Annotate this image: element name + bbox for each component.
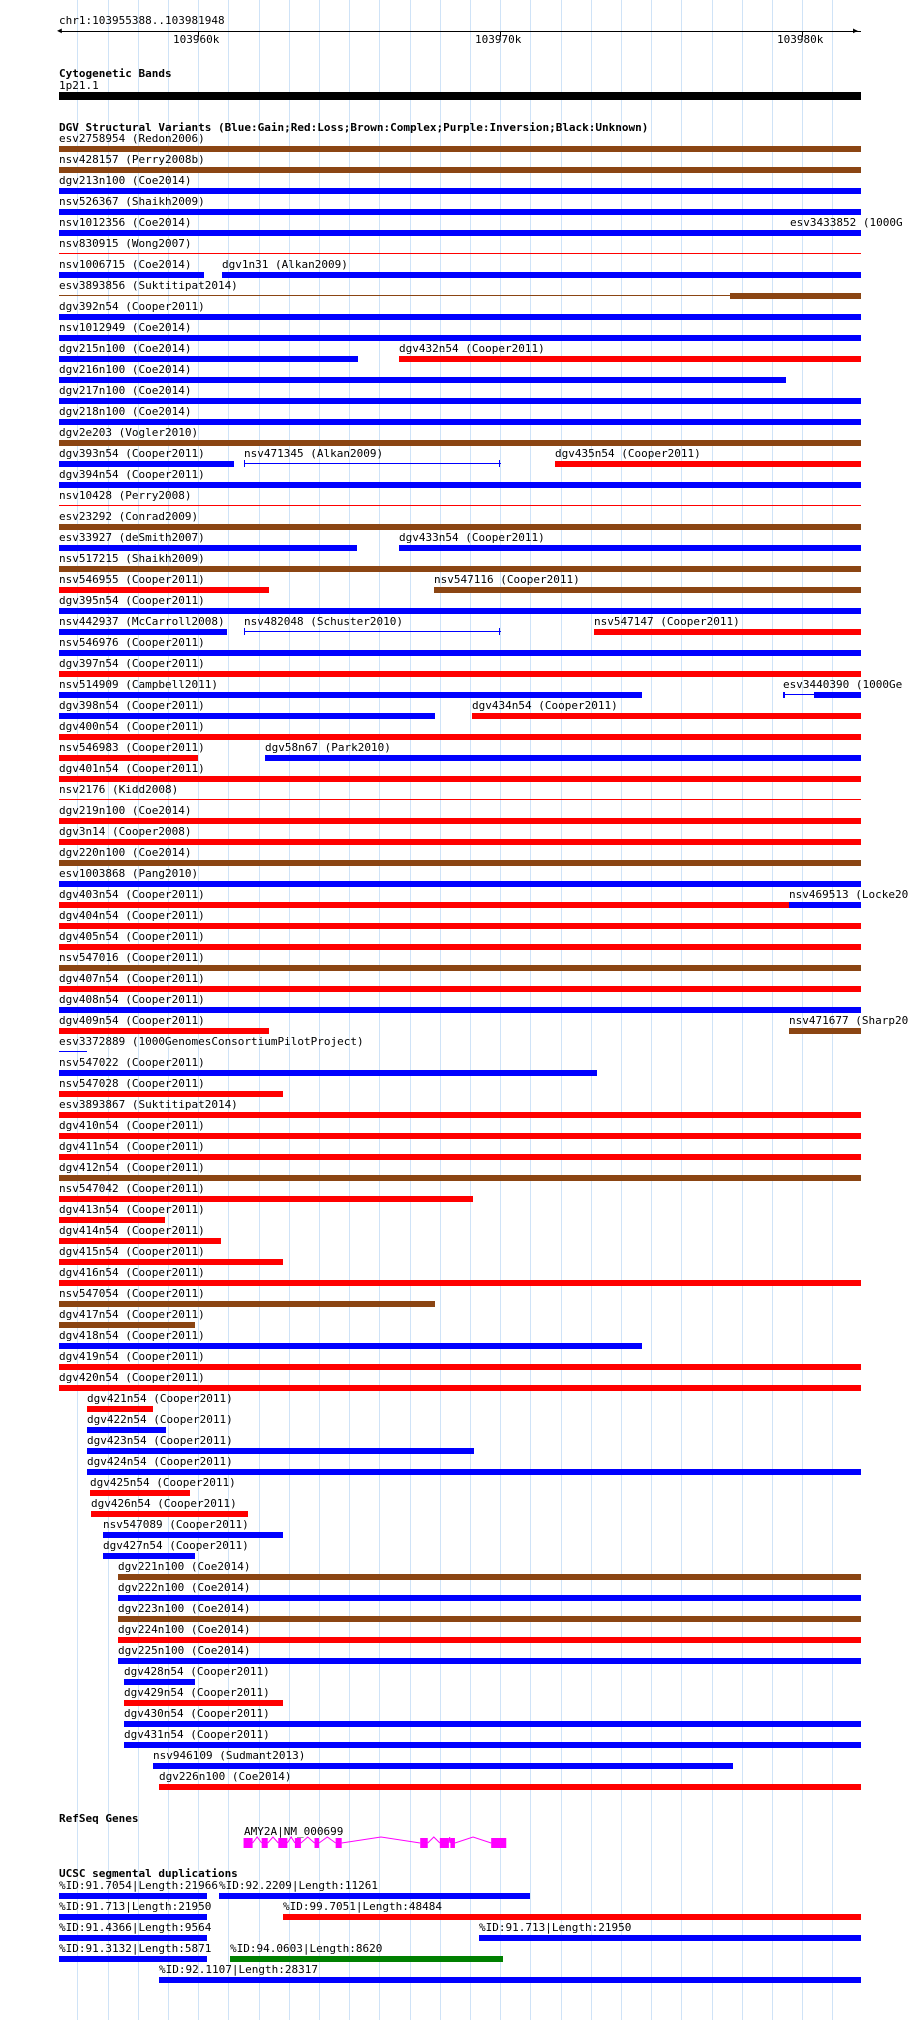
dgv-feature-bar[interactable] [59, 1280, 861, 1286]
dgv-feature-bar[interactable] [87, 1406, 153, 1412]
dgv-feature-bar[interactable] [153, 1763, 733, 1769]
dgv-feature-bar[interactable] [789, 902, 861, 908]
dgv-feature-label[interactable]: esv3433852 (1000G [790, 216, 903, 229]
dgv-feature-label[interactable]: dgv398n54 (Cooper2011) [59, 699, 205, 712]
dgv-feature-bar[interactable] [59, 881, 861, 887]
dgv-feature-label[interactable]: dgv222n100 (Coe2014) [118, 1581, 251, 1594]
gene-exon[interactable] [315, 1838, 320, 1848]
segdup-feature-bar[interactable] [59, 1935, 207, 1941]
dgv-feature-bar[interactable] [59, 545, 357, 551]
dgv-feature-label[interactable]: dgv58n67 (Park2010) [265, 741, 391, 754]
gene-exon[interactable] [295, 1838, 301, 1848]
dgv-feature-label[interactable]: dgv393n54 (Cooper2011) [59, 447, 205, 460]
dgv-feature-label[interactable]: dgv432n54 (Cooper2011) [399, 342, 545, 355]
refseq-track-title: RefSeq Genes [59, 1812, 139, 1825]
dgv-feature-bar[interactable] [59, 230, 861, 236]
dgv-feature-bar[interactable] [399, 545, 861, 551]
dgv-feature-label[interactable]: nsv482048 (Schuster2010) [244, 615, 403, 628]
dgv-feature-bar[interactable] [59, 629, 227, 635]
dgv-feature-bar[interactable] [59, 1196, 473, 1202]
gene-intron [287, 1837, 295, 1843]
dgv-feature-label[interactable]: dgv421n54 (Cooper2011) [87, 1392, 233, 1405]
dgv-feature-label[interactable]: dgv417n54 (Cooper2011) [59, 1308, 205, 1321]
dgv-feature-bar[interactable] [59, 1364, 861, 1370]
dgv-feature-label[interactable]: dgv2e203 (Vogler2010) [59, 426, 199, 439]
dgv-feature-label[interactable]: dgv434n54 (Cooper2011) [472, 699, 618, 712]
dgv-feature-label[interactable]: dgv1n31 (Alkan2009) [222, 258, 348, 271]
dgv-feature-label[interactable]: nsv442937 (McCarroll2008) [59, 615, 225, 628]
dgv-feature-bar[interactable] [59, 1343, 642, 1349]
dgv-feature-bar[interactable] [820, 230, 861, 236]
dgv-feature-label[interactable]: dgv412n54 (Cooper2011) [59, 1161, 205, 1174]
dgv-feature-label[interactable]: nsv469513 (Locke20 [789, 888, 908, 901]
dgv-feature-label[interactable]: dgv215n100 (Coe2014) [59, 342, 192, 355]
dgv-feature-label[interactable]: dgv217n100 (Coe2014) [59, 384, 192, 397]
dgv-feature-label[interactable]: nsv1012949 (Coe2014) [59, 321, 192, 334]
dgv-feature-bar[interactable] [59, 1028, 269, 1034]
dgv-feature-bar[interactable] [244, 463, 501, 464]
dgv-feature-label[interactable]: esv1003868 (Pang2010) [59, 867, 199, 880]
segdup-feature-bar[interactable] [159, 1977, 861, 1983]
dgv-feature-label[interactable]: dgv414n54 (Cooper2011) [59, 1224, 205, 1237]
dgv-feature-cap [499, 628, 500, 635]
dgv-feature-bar[interactable] [59, 461, 234, 467]
dgv-feature-label[interactable]: nsv547016 (Cooper2011) [59, 951, 205, 964]
dgv-feature-label[interactable]: esv2758954 (Redon2006) [59, 132, 205, 145]
gene-exon[interactable] [262, 1838, 268, 1848]
dgv-feature-bar[interactable] [59, 692, 642, 698]
dgv-feature-bar[interactable] [789, 1028, 861, 1034]
dgv-feature-bar[interactable] [59, 419, 861, 425]
dgv-feature-bar[interactable] [265, 755, 861, 761]
dgv-feature-label[interactable]: dgv422n54 (Cooper2011) [87, 1413, 233, 1426]
dgv-feature-label[interactable]: dgv413n54 (Cooper2011) [59, 1203, 205, 1216]
cytoband-track-title: Cytogenetic Bands [59, 67, 172, 80]
dgv-feature-label[interactable]: nsv547054 (Cooper2011) [59, 1287, 205, 1300]
dgv-feature-bar[interactable] [103, 1532, 283, 1538]
dgv-feature-bar[interactable] [59, 188, 861, 194]
dgv-feature-label[interactable]: nsv471345 (Alkan2009) [244, 447, 384, 460]
dgv-feature-bar[interactable] [59, 272, 204, 278]
dgv-feature-label[interactable]: dgv411n54 (Cooper2011) [59, 1140, 205, 1153]
gene-intron [301, 1837, 315, 1843]
dgv-feature-label[interactable]: dgv418n54 (Cooper2011) [59, 1329, 205, 1342]
dgv-feature-bar[interactable] [59, 253, 861, 254]
dgv-feature-bar[interactable] [91, 1511, 248, 1517]
gene-intron [268, 1837, 279, 1843]
dgv-feature-label[interactable]: nsv10428 (Perry2008) [59, 489, 192, 502]
gene-intron [428, 1837, 440, 1843]
ruler-axis [59, 31, 861, 32]
dgv-feature-bar[interactable] [244, 631, 501, 632]
dgv-feature-bar[interactable] [59, 1133, 861, 1139]
dgv-feature-label[interactable]: nsv514909 (Campbell2011) [59, 678, 218, 691]
dgv-feature-label[interactable]: dgv216n100 (Coe2014) [59, 363, 192, 376]
dgv-feature-bar[interactable] [59, 1154, 861, 1160]
segdup-feature-label[interactable]: %ID:92.1107|Length:28317 [159, 1963, 318, 1976]
dgv-feature-label[interactable]: dgv425n54 (Cooper2011) [90, 1476, 236, 1489]
dgv-feature-label[interactable]: esv3372889 (1000GenomesConsortiumPilotProject) [59, 1035, 364, 1048]
dgv-feature-bar[interactable] [59, 965, 861, 971]
dgv-feature-cap [244, 460, 245, 467]
dgv-feature-label[interactable]: dgv401n54 (Cooper2011) [59, 762, 205, 775]
dgv-feature-bar[interactable] [59, 1259, 283, 1265]
dgv-feature-label[interactable]: nsv547022 (Cooper2011) [59, 1056, 205, 1069]
dgv-feature-bar[interactable] [87, 1427, 166, 1433]
gene-exon[interactable] [440, 1838, 449, 1848]
gene-exon[interactable] [278, 1838, 287, 1848]
dgv-feature-bar[interactable] [124, 1679, 195, 1685]
gene-exon[interactable] [420, 1838, 428, 1848]
dgv-feature-bar[interactable] [399, 356, 861, 362]
gene-model[interactable] [0, 1835, 890, 1855]
dgv-feature-label[interactable]: dgv213n100 (Coe2014) [59, 174, 192, 187]
dgv-feature-label[interactable]: dgv428n54 (Cooper2011) [124, 1665, 270, 1678]
dgv-feature-label[interactable]: dgv219n100 (Coe2014) [59, 804, 192, 817]
dgv-feature-bar[interactable] [87, 1469, 861, 1475]
dgv-feature-bar[interactable] [59, 1238, 221, 1244]
dgv-feature-bar[interactable] [124, 1742, 861, 1748]
dgv-feature-label[interactable]: dgv409n54 (Cooper2011) [59, 1014, 205, 1027]
dgv-feature-bar[interactable] [59, 1007, 861, 1013]
segdup-feature-bar[interactable] [479, 1935, 861, 1941]
dgv-feature-label[interactable]: dgv403n54 (Cooper2011) [59, 888, 205, 901]
dgv-feature-bar[interactable] [59, 818, 861, 824]
dgv-feature-bar[interactable] [59, 776, 861, 782]
cytoband-bar[interactable] [59, 92, 861, 100]
segdup-feature-label[interactable]: %ID:91.713|Length:21950 [59, 1900, 212, 1913]
gene-exon[interactable] [244, 1838, 253, 1848]
dgv-feature-label[interactable]: esv3893856 (Suktitipat2014) [59, 279, 238, 292]
dgv-feature-label[interactable]: dgv392n54 (Cooper2011) [59, 300, 205, 313]
dgv-feature-label[interactable]: dgv410n54 (Cooper2011) [59, 1119, 205, 1132]
dgv-feature-label[interactable]: nsv517215 (Shaikh2009) [59, 552, 205, 565]
segdup-track-title: UCSC segmental duplications [59, 1867, 238, 1880]
dgv-feature-label[interactable]: dgv416n54 (Cooper2011) [59, 1266, 205, 1279]
dgv-feature-bar[interactable] [59, 146, 861, 152]
segdup-feature-label[interactable]: %ID:92.2209|Length:11261 [219, 1879, 378, 1892]
cytoband-label: 1p21.1 [59, 79, 99, 92]
dgv-feature-bar[interactable] [730, 293, 861, 299]
dgv-feature-label[interactable]: dgv226n100 (Coe2014) [159, 1770, 292, 1783]
dgv-feature-label[interactable]: dgv433n54 (Cooper2011) [399, 531, 545, 544]
dgv-feature-bar[interactable] [59, 734, 861, 740]
ruler-tick-label: 103980k [777, 33, 824, 46]
dgv-feature-bar[interactable] [59, 1385, 861, 1391]
dgv-feature-label[interactable]: dgv426n54 (Cooper2011) [91, 1497, 237, 1510]
dgv-feature-label[interactable]: nsv471677 (Sharp20 [789, 1014, 908, 1027]
dgv-feature-bar[interactable] [783, 692, 785, 698]
ruler-position-label: chr1:103955388..103981948 [59, 14, 225, 27]
dgv-feature-bar[interactable] [59, 839, 861, 845]
dgv-feature-bar[interactable] [59, 755, 198, 761]
dgv-feature-label[interactable]: dgv397n54 (Cooper2011) [59, 657, 205, 670]
segdup-feature-label[interactable]: %ID:94.0603|Length:8620 [230, 1942, 383, 1955]
dgv-feature-bar[interactable] [124, 1700, 283, 1706]
dgv-feature-label[interactable]: dgv224n100 (Coe2014) [118, 1623, 251, 1636]
dgv-feature-bar[interactable] [59, 1175, 861, 1181]
dgv-feature-label[interactable]: dgv225n100 (Coe2014) [118, 1644, 251, 1657]
dgv-feature-label[interactable]: dgv427n54 (Cooper2011) [103, 1539, 249, 1552]
dgv-feature-bar[interactable] [118, 1616, 861, 1622]
dgv-feature-bar[interactable] [59, 944, 861, 950]
dgv-feature-bar[interactable] [59, 1070, 597, 1076]
dgv-feature-bar[interactable] [59, 1322, 195, 1328]
gene-intron [342, 1837, 421, 1843]
dgv-feature-label[interactable]: nsv546983 (Cooper2011) [59, 741, 205, 754]
dgv-feature-label[interactable]: nsv547147 (Cooper2011) [594, 615, 740, 628]
gene-exon[interactable] [450, 1838, 455, 1848]
dgv-feature-label[interactable]: dgv394n54 (Cooper2011) [59, 468, 205, 481]
dgv-feature-label[interactable]: nsv830915 (Wong2007) [59, 237, 192, 250]
segdup-feature-bar[interactable] [59, 1893, 207, 1899]
ruler-tick-label: 103970k [475, 33, 522, 46]
dgv-feature-bar[interactable] [118, 1574, 861, 1580]
dgv-feature-label[interactable]: dgv420n54 (Cooper2011) [59, 1371, 205, 1384]
dgv-feature-bar[interactable] [59, 398, 861, 404]
dgv-feature-label[interactable]: nsv428157 (Perry2008b) [59, 153, 205, 166]
segdup-feature-bar[interactable] [283, 1914, 861, 1920]
dgv-feature-bar[interactable] [59, 860, 861, 866]
dgv-feature-gap-line [792, 232, 821, 233]
dgv-feature-bar[interactable] [59, 524, 861, 530]
dgv-feature-bar[interactable] [59, 902, 861, 908]
dgv-feature-bar[interactable] [59, 799, 861, 800]
gene-intron [253, 1837, 262, 1843]
dgv-feature-bar[interactable] [59, 650, 861, 656]
dgv-feature-bar[interactable] [59, 167, 861, 173]
gene-intron [455, 1837, 491, 1843]
dgv-feature-label[interactable]: esv3893867 (Suktitipat2014) [59, 1098, 238, 1111]
dgv-feature-bar[interactable] [59, 608, 861, 614]
dgv-feature-label[interactable]: nsv547042 (Cooper2011) [59, 1182, 205, 1195]
dgv-feature-bar[interactable] [59, 505, 861, 506]
gene-intron [449, 1837, 451, 1843]
dgv-feature-bar[interactable] [814, 692, 861, 698]
dgv-feature-bar[interactable] [87, 1448, 474, 1454]
dgv-feature-label[interactable]: nsv946109 (Sudmant2013) [153, 1749, 306, 1762]
dgv-feature-label[interactable]: dgv395n54 (Cooper2011) [59, 594, 205, 607]
dgv-feature-bar[interactable] [159, 1784, 861, 1790]
dgv-feature-bar[interactable] [434, 587, 861, 593]
dgv-feature-label[interactable]: dgv429n54 (Cooper2011) [124, 1686, 270, 1699]
dgv-feature-bar[interactable] [59, 566, 861, 572]
dgv-feature-bar[interactable] [555, 461, 861, 467]
dgv-feature-bar[interactable] [59, 209, 861, 215]
dgv-feature-label[interactable]: dgv424n54 (Cooper2011) [87, 1455, 233, 1468]
dgv-feature-label[interactable]: dgv431n54 (Cooper2011) [124, 1728, 270, 1741]
ruler-left-arrow-icon: ◀ [57, 26, 62, 35]
dgv-feature-bar[interactable] [472, 713, 861, 719]
dgv-feature-bar[interactable] [59, 314, 861, 320]
dgv-feature-bar[interactable] [59, 713, 435, 719]
dgv-feature-bar[interactable] [59, 1091, 283, 1097]
dgv-feature-bar[interactable] [118, 1637, 861, 1643]
dgv-feature-bar[interactable] [59, 335, 861, 341]
dgv-feature-label[interactable]: dgv430n54 (Cooper2011) [124, 1707, 270, 1720]
dgv-feature-bar[interactable] [90, 1490, 190, 1496]
dgv-feature-label[interactable]: dgv408n54 (Cooper2011) [59, 993, 205, 1006]
dgv-feature-label[interactable]: nsv2176 (Kidd2008) [59, 783, 179, 796]
dgv-feature-bar[interactable] [59, 923, 861, 929]
dgv-feature-bar[interactable] [59, 1051, 87, 1052]
dgv-feature-label[interactable]: dgv223n100 (Coe2014) [118, 1602, 251, 1615]
dgv-feature-bar[interactable] [118, 1595, 861, 1601]
segdup-feature-label[interactable]: %ID:91.4366|Length:9564 [59, 1921, 212, 1934]
dgv-feature-label[interactable]: dgv405n54 (Cooper2011) [59, 930, 205, 943]
dgv-feature-label[interactable]: dgv423n54 (Cooper2011) [87, 1434, 233, 1447]
gene-exon[interactable] [491, 1838, 506, 1848]
gene-exon[interactable] [336, 1838, 342, 1848]
segdup-feature-bar[interactable] [59, 1914, 207, 1920]
dgv-feature-bar[interactable] [59, 1217, 165, 1223]
dgv-feature-bar[interactable] [124, 1721, 861, 1727]
dgv-feature-bar[interactable] [118, 1658, 861, 1664]
dgv-feature-bar[interactable] [59, 1112, 861, 1118]
segdup-feature-bar[interactable] [230, 1956, 503, 1962]
dgv-feature-label[interactable]: nsv1012356 (Coe2014) [59, 216, 192, 229]
dgv-feature-bar[interactable] [59, 587, 269, 593]
dgv-feature-label[interactable]: esv33927 (deSmith2007) [59, 531, 205, 544]
ruler-right-arrow-icon: ▶ [853, 26, 858, 35]
dgv-feature-label[interactable]: esv3440390 (1000Ge [783, 678, 903, 691]
dgv-feature-bar[interactable] [59, 482, 861, 488]
dgv-feature-label[interactable]: nsv547028 (Cooper2011) [59, 1077, 205, 1090]
segdup-feature-label[interactable]: %ID:91.7054|Length:21966 [59, 1879, 218, 1892]
dgv-feature-label[interactable]: nsv547089 (Cooper2011) [103, 1518, 249, 1531]
dgv-feature-bar[interactable] [59, 440, 861, 446]
dgv-feature-bar[interactable] [222, 272, 861, 278]
dgv-feature-label[interactable]: dgv3n14 (Cooper2008) [59, 825, 192, 838]
segdup-feature-label[interactable]: %ID:91.3132|Length:5871 [59, 1942, 212, 1955]
dgv-feature-gap-line [784, 694, 814, 695]
segdup-feature-bar[interactable] [59, 1956, 207, 1962]
dgv-feature-cap [244, 628, 245, 635]
dgv-feature-label[interactable]: dgv221n100 (Coe2014) [118, 1560, 251, 1573]
dgv-feature-bar[interactable] [59, 671, 861, 677]
dgv-feature-label[interactable]: nsv546976 (Cooper2011) [59, 636, 205, 649]
dgv-feature-label[interactable]: dgv218n100 (Coe2014) [59, 405, 192, 418]
dgv-feature-label[interactable]: dgv400n54 (Cooper2011) [59, 720, 205, 733]
dgv-feature-bar[interactable] [103, 1553, 195, 1559]
segdup-feature-bar[interactable] [219, 1893, 530, 1899]
dgv-feature-bar[interactable] [59, 1301, 435, 1307]
ruler-tick-label: 103960k [173, 33, 220, 46]
dgv-track-title: DGV Structural Variants (Blue:Gain;Red:Loss;Brown:Complex;Purple:Inversion;Black:Unknown) [59, 121, 649, 134]
dgv-feature-label[interactable]: nsv547116 (Cooper2011) [434, 573, 580, 586]
gene-label[interactable]: AMY2A|NM_000699 [244, 1825, 344, 1838]
dgv-feature-label[interactable]: dgv404n54 (Cooper2011) [59, 909, 205, 922]
dgv-feature-label[interactable]: nsv1006715 (Coe2014) [59, 258, 192, 271]
gene-intron [319, 1837, 336, 1843]
dgv-feature-label[interactable]: dgv415n54 (Cooper2011) [59, 1245, 205, 1258]
dgv-feature-label[interactable]: dgv220n100 (Coe2014) [59, 846, 192, 859]
segdup-feature-label[interactable]: %ID:91.713|Length:21950 [479, 1921, 632, 1934]
segdup-feature-label[interactable]: %ID:99.7051|Length:48484 [283, 1900, 442, 1913]
dgv-feature-bar[interactable] [594, 629, 861, 635]
dgv-feature-label[interactable]: nsv546955 (Cooper2011) [59, 573, 205, 586]
dgv-feature-bar[interactable] [59, 377, 786, 383]
dgv-feature-cap [499, 460, 500, 467]
dgv-feature-label[interactable]: dgv407n54 (Cooper2011) [59, 972, 205, 985]
dgv-feature-bar[interactable] [59, 986, 861, 992]
dgv-feature-bar[interactable] [790, 230, 792, 236]
dgv-feature-label[interactable]: dgv435n54 (Cooper2011) [555, 447, 701, 460]
dgv-feature-bar[interactable] [59, 356, 358, 362]
dgv-feature-label[interactable]: nsv526367 (Shaikh2009) [59, 195, 205, 208]
dgv-feature-label[interactable]: esv23292 (Conrad2009) [59, 510, 199, 523]
dgv-feature-label[interactable]: dgv419n54 (Cooper2011) [59, 1350, 205, 1363]
